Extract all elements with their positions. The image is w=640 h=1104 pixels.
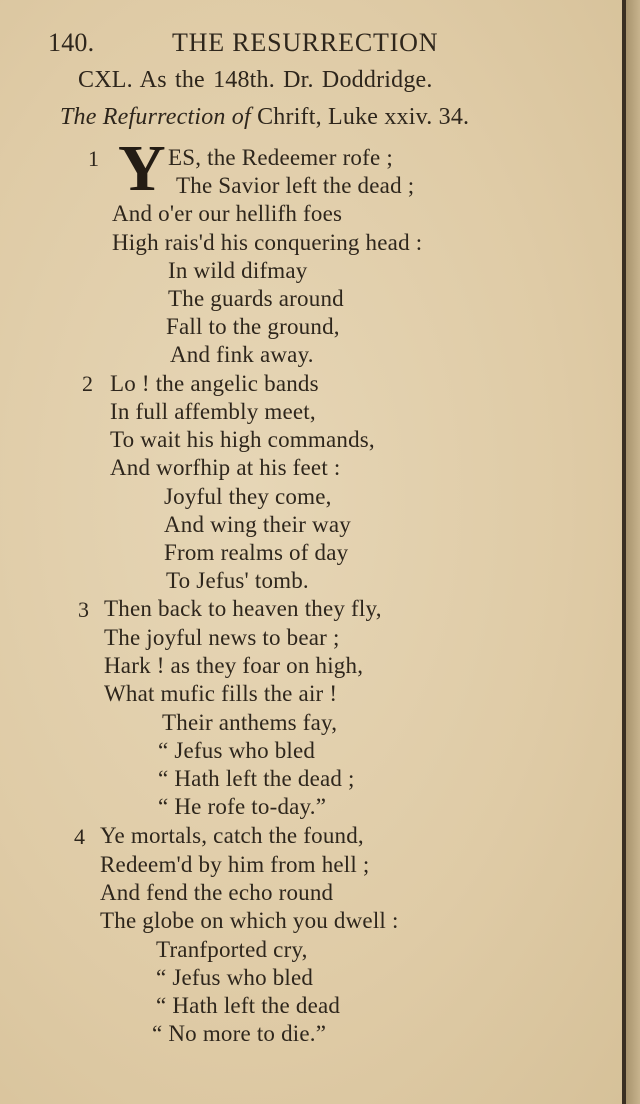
verse-number: 2 bbox=[82, 371, 94, 396]
verse-line: “ Hath left the dead ; bbox=[158, 766, 355, 791]
hymn-title bbox=[60, 105, 469, 129]
verse-line: Their anthems fay, bbox=[162, 710, 338, 735]
verse-line: To wait his high commands, bbox=[110, 427, 375, 452]
verse-number: 1 bbox=[88, 146, 100, 171]
running-title: THE RESURRECTION bbox=[172, 28, 439, 57]
verse-line: ES, the Redeemer rofe ; bbox=[168, 145, 393, 170]
verse-line: “ Hath left the dead bbox=[156, 993, 341, 1018]
verse-line: What mufic fills the air ! bbox=[104, 681, 338, 706]
verse-line: The globe on which you dwell : bbox=[100, 908, 399, 933]
drop-cap: Y bbox=[118, 132, 166, 205]
verse-number: 3 bbox=[78, 597, 90, 622]
verse-line: Redeem'd by him from hell ; bbox=[100, 852, 370, 877]
verse-line: From realms of day bbox=[164, 540, 349, 565]
page-edge bbox=[626, 0, 640, 1104]
verse-line: And wing their way bbox=[164, 512, 351, 537]
hymn-title-italic: The Refurrection of bbox=[60, 104, 251, 130]
verse-line: Tranfported cry, bbox=[156, 937, 308, 962]
hymn-title-roman: Chrift, Luke xxiv. 34. bbox=[257, 104, 470, 130]
verse-line: “ Jefus who bled bbox=[158, 738, 316, 763]
verse-line: And worfhip at his feet : bbox=[110, 455, 341, 480]
verse-line: The guards around bbox=[168, 286, 344, 311]
verse-line: Ye mortals, catch the found, bbox=[100, 823, 364, 848]
verse-line: And fend the echo round bbox=[100, 880, 334, 905]
verse-line: “ No more to die.” bbox=[152, 1021, 327, 1046]
verse-line: Lo ! the angelic bands bbox=[110, 371, 319, 396]
hymn-number-line: CXL. As the 148th. Dr. Doddridge. bbox=[78, 67, 433, 93]
verse-line: In full affembly meet, bbox=[110, 399, 316, 424]
verse-line: “ Jefus who bled bbox=[156, 965, 314, 990]
verse-line: “ He rofe to-day.” bbox=[158, 794, 327, 819]
verse-number: 4 bbox=[74, 824, 86, 849]
verse-line: Fall to the ground, bbox=[166, 314, 340, 339]
verse-line: Joyful they come, bbox=[164, 484, 332, 509]
verse-line: In wild difmay bbox=[168, 258, 308, 283]
verse-line: High rais'd his conquering head : bbox=[112, 230, 423, 255]
verse-line: Then back to heaven they fly, bbox=[104, 596, 382, 621]
verse-line: Hark ! as they foar on high, bbox=[104, 653, 364, 678]
verse-line: The joyful news to bear ; bbox=[104, 625, 340, 650]
verse-line: And o'er our hellifh foes bbox=[112, 201, 343, 226]
verse-line: The Savior left the dead ; bbox=[176, 173, 415, 198]
verse-line: To Jefus' tomb. bbox=[166, 568, 309, 593]
verse-line: And fink away. bbox=[170, 342, 314, 367]
page-number: 140. bbox=[48, 28, 95, 57]
